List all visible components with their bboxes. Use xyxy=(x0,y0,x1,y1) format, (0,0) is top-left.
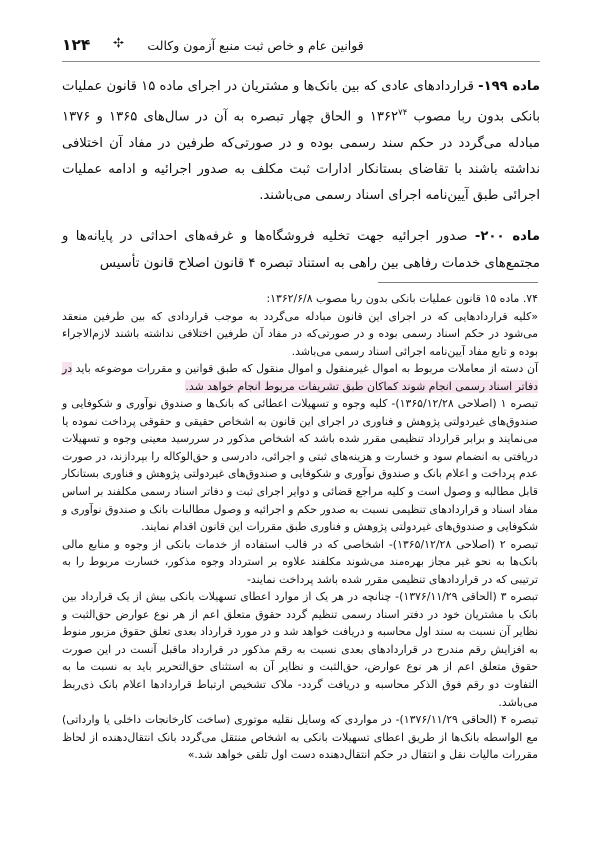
footnote-number: ۷۴. xyxy=(522,292,538,305)
footnote-paragraph-2 xyxy=(62,360,538,395)
main-body xyxy=(62,74,540,277)
article-199-text-a: قراردادهای عادی که بین بانک‌ها و مشتریان در اجرای ماده ۱۵ قانون عملیات بانکی بدون ربا مصوب ۱۳۶۲ xyxy=(62,79,540,125)
article-200 xyxy=(62,224,540,276)
footnote-intro-text: ماده ۱۵ قانون عملیات بانکی بدون ربا مصوب ۱۳۶۲/۶/۸: xyxy=(266,292,523,305)
text-highlight: در دفاتر اسناد رسمی انجام شوند کماکان طبق تشریفات مربوط انجام خواهد شد. xyxy=(62,362,538,393)
running-header xyxy=(62,30,540,60)
diamond-quatrefoil-ornament xyxy=(112,36,125,52)
footnote-paragraph-6: تبصره ۴ (الحاقی ۱۳۷۶/۱۱/۲۹)- در مواردی که وسایل نقلیه موتوری (ساخت کارخانجات داخلی یا وارداتی) مع الواسطه بانک‌ها از طریق اعطای تسهیلات بانکی به اشخاص منتقل می‌گردد بانک انتقال‌دهنده از لحاظ مقررات مالیات نقل و انتقال در حکم انتقال‌دهنده دست اول تلقی خواهد شد.» xyxy=(62,713,538,762)
footnote-paragraph-3: تبصره ۱ (اصلاحی ۱۳۶۵/۱۲/۲۸)- کلیه وجوه و تسهیلات اعطائی که بانک‌ها و صندوق نوآوری و شکوفایی و صندوق‌های غیردولتی پژوهش و فناوری در اجرای این قانون به اشخاص حقیقی و حقوقی پرداخت نموده یا می‌نمایند و برابر قرارداد تنظیمی مقرر شده باشد که اشخاص مذکور در سررسید معینی وجوه و تسهیلات دریافتی به انضمام سود و خسارت و هزینه‌های ثبتی و اجرائی، دادرسی و حق‌الوکاله را بپردازند، در صورت عدم پرداخت و اعلام بانک و صندوق نوآوری و شکوفایی و صندوق‌های غیردولتی پژوهش و فناوری بستانکار قابل مطالبه و وصول است و کلیه مراجع قضائی و دوایر اجرای ثبت و دفاتر اسناد رسمی مکلفند بر اساس مفاد اسناد و قراردادهای تنظیمی نسبت به صدور حکم و اجرائیه و وصول مطالبات بانک و صندوق نوآوری و شکوفایی و صندوق‌های غیردولتی پژوهش و فناوری طبق مقررات این قانون اقدام نمایند. xyxy=(62,397,538,534)
footnote-block xyxy=(62,290,538,764)
page-number: ۱۲۴ xyxy=(62,36,91,54)
article-199-label: ماده ۱۹۹- xyxy=(478,79,540,94)
header-title: قوانین عام و خاص ثبت منبع آزمون وکالت xyxy=(147,37,364,53)
article-200-label: ماده ۲۰۰- xyxy=(474,229,540,245)
article-199 xyxy=(62,74,540,209)
header-divider xyxy=(62,61,540,62)
footnote-paragraph-4: تبصره ۲ (اصلاحی ۱۳۶۵/۱۲/۲۸)- اشخاصی که در قالب استفاده از خدمات بانکی از وجوه و منابع مالی بانک‌ها به نحو غیر مجاز بهره‌مند می‌شوند مکلفند علاوه بر استرداد وجوه مذکور، خسارت مربوط را به ترتیبی که در قراردادهای تنظیمی مقرر شده باشد پرداخت نمایند- xyxy=(62,537,538,586)
footnote-divider xyxy=(378,282,538,283)
footnote-reference-74: ۷۴ xyxy=(398,108,408,119)
footnote-paragraph-1: «کلیه قراردادهایی که در اجرای این قانون مبادله می‌گردد به موجب قراردادی که بین طرفین منعقد می‌شود در حکم اسناد رسمی بوده و در صورتی‌که در مفاد آن طرفین اختلافی نداشته باشند لازم‌الاجراء بوده و تابع مفاد آیین‌نامه اجرائی اسناد رسمی می‌باشد. xyxy=(62,309,538,358)
article-199-text-b: و الحاق چهار تبصره به آن در سال‌های ۱۳۶۵ و ۱۳۷۶ مبادله می‌گردد در حکم سند رسمی بوده و در صورتی‌که طرفین در مفاد آن اختلافی نداشته باشند با تقاضای بستانکار ادارات ثبت مکلف به صدور اجرائیه و ادامه عملیات اجرائی طبق آیین‌نامه اجرای اسناد رسمی می‌باشند. xyxy=(62,109,540,204)
footnote-paragraph-2-text: آن دسته از معاملات مربوط به اموال غیرمنقول و اموال منقول که طبق قوانین و مقررات موضوعه باید در دفاتر اسناد رسمی انجام شوند کماکان طبق تشریفات مربوط انجام خواهد شد. xyxy=(62,362,538,393)
footnote-paragraph-5: تبصره ۳ (الحاقی ۱۳۷۶/۱۱/۲۹)- چنانچه در هر یک از موارد اعطای تسهیلات بانکی بیش از یک قرارداد بین بانک با مشتریان خود در دفتر اسناد رسمی تنظیم گردد حقوق متعلق اعم از هر نوع عوارض حق‌الثبت و نظایر آن نسبت به سند اول محاسبه و دریافت خواهد شد و در مورد قرارداد بعدی تعلق حقوق مزبور منوط به افزایش رقم مندرج در قراردادهای بعدی نسبت به رقم مذکور در قرارداد ماقبل آنست در این صورت حقوق متعلق اعم از هر نوع عوارض، حق‌الثبت و نظایر آن به استثنای حق‌التحریر باید به نسبت ما به التفاوت دو رقم فوق الذکر محاسبه و دریافت گردد- ملاک تشخیص ارتباط قراردادها اعلام بانک ذی‌ربط می‌باشد. xyxy=(62,590,538,709)
article-200-text: صدور اجرائیه جهت تخلیه فروشگاه‌ها و غرفه‌های احداثی در پایانه‌ها و مجتمع‌های خدمات رفاهی بین راهی به استناد تبصره ۴ قانون اصلاح قانون تأسیس xyxy=(62,229,540,271)
footnote-intro xyxy=(62,290,538,308)
